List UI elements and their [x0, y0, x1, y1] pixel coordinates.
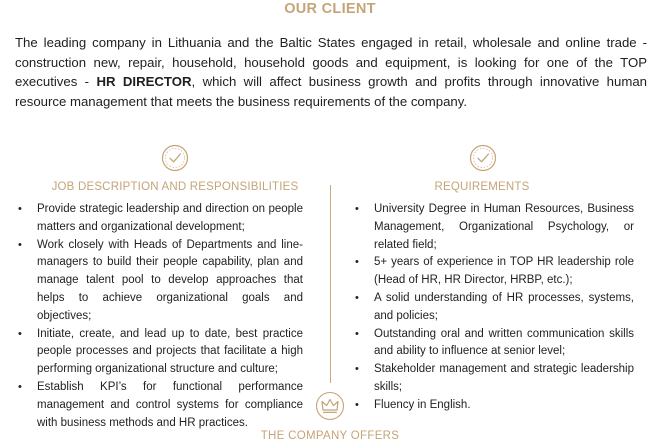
list-item: • University Degree in Human Resources, Business Management, Organizational Psychology, or related field; [354, 201, 634, 254]
list-item: • Stakeholder management and strategic leadership skills; [354, 361, 634, 397]
crown-icon [315, 391, 345, 421]
check-circle-icon [161, 144, 189, 172]
list-item: • A solid understanding of HR processes, systems, and policies; [354, 290, 634, 326]
job-description-list [17, 201, 303, 432]
list-item: • Outstanding oral and written communication skills and ability to influence at senior level; [354, 326, 634, 362]
list-item: • Initiate, create, and lead up to date, best practice people processes and projects that facilitate a high performing organizational structure and culture; [17, 326, 303, 379]
client-intro [15, 33, 647, 111]
list-item: • Establish KPI’s for functional performance management and control systems for compliance with business methods and HR practices. [17, 379, 303, 432]
company-offers-heading: THE COMPANY OFFERS [260, 430, 400, 442]
intro-role: HR DIRECTOR [96, 74, 192, 90]
job-description-heading: JOB DESCRIPTION AND RESPONSIBILITIES [51, 181, 299, 193]
section-title-our-client: OUR CLIENT [284, 1, 376, 17]
list-item: • 5+ years of experience in TOP HR leadership role (Head of HR, HR Director, HRBP, etc.); [354, 254, 634, 290]
list-item: • Fluency in English. [354, 397, 634, 415]
requirements-heading: REQUIREMENTS [434, 181, 530, 193]
check-circle-icon [469, 144, 497, 172]
intro-text-2: , which will affect business growth and profits through innovative human resource management that meets the business requirements of the company. [15, 74, 648, 109]
column-divider [330, 185, 331, 383]
intro-text-1: The leading company in Lithuania and the Baltic States engaged in retail, wholesale and online trade - construction new, repair, household, household goods and equipment, is looking for one of the TOP executives - [15, 35, 647, 90]
requirements-list [354, 201, 634, 415]
list-item: • Work closely with Heads of Departments and line-managers to build their people capability, plan and manage talent pool to develop approaches that helps to achieve organizational goals and objectives; [17, 237, 303, 326]
list-item: • Provide strategic leadership and direction on people matters and organizational development; [17, 201, 303, 237]
